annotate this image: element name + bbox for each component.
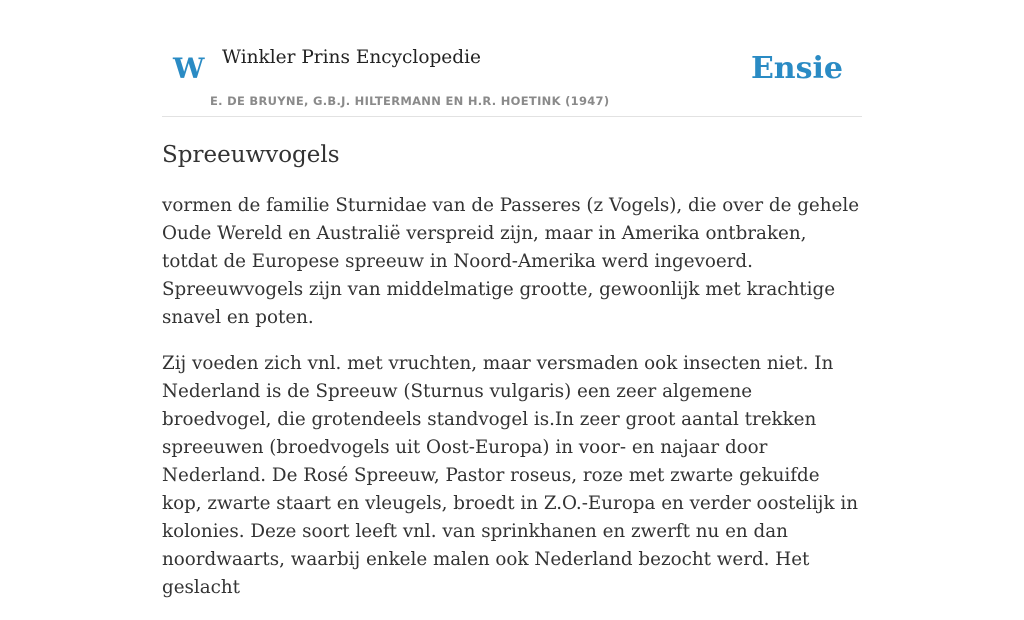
ensie-logo-link[interactable]: Ensie [750,51,843,86]
article-body [162,192,862,620]
article-paragraph: Zij voeden zich vnl. met vruchten, maar versmaden ook insecten niet. In Nederland is de Spreeuw (Sturnus vulgaris) een zeer algemene broedvogel, die grotendeels standvogel is.In zeer groot aantal trekken spreeuwen (broedvogels uit Oost-Europa) in voor- en najaar door Nederland. De Rosé Spreeuw, Pastor roseus, roze met zwarte gekuifde kop, zwarte staart en vleugels, broedt in Z.O.-Europa en verder oostelijk in kolonies. Deze soort leeft vnl. van sprinkhanen en zwerft nu en dan noordwaarts, waarbij enkele malen ook Nederland bezocht werd. Het geslacht [162,353,858,598]
header [162,0,862,117]
publication-title[interactable]: Winkler Prins Encyclopedie [222,47,481,68]
article-paragraph: vormen de familie Sturnidae van de Passeres (z Vogels), die over de gehele Oude Wereld en Australië verspreid zijn, maar in Amerika ontbraken, totdat de Europese spreeuw in Noord-Amerika werd ingevoerd. Spreeuwvogels zijn van middelmatige grootte, gewoonlijk met krachtige snavel en poten. [162,195,860,328]
publication-logo[interactable]: W [173,52,205,85]
article-title: Spreeuwvogels [162,142,340,168]
publication-authors: E. DE BRUYNE, G.B.J. HILTERMANN EN H.R. HOETINK (1947) [210,94,610,108]
page [162,0,862,598]
